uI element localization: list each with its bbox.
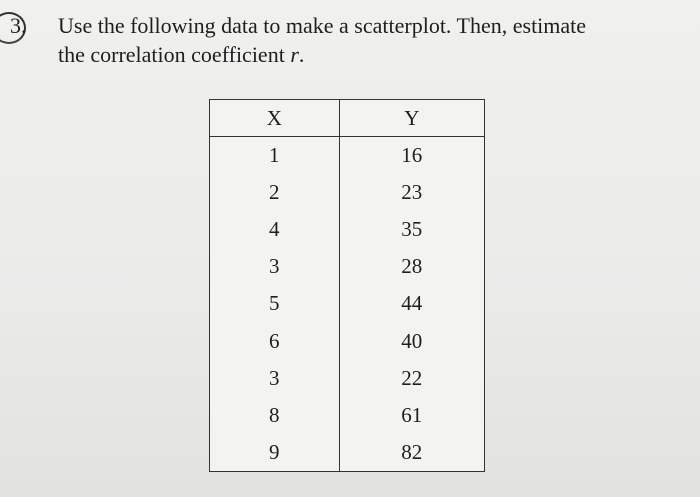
cell-x: 6 xyxy=(210,323,340,360)
table-row xyxy=(210,137,485,175)
cell-y: 40 xyxy=(339,323,484,360)
table-row xyxy=(210,323,485,360)
cell-x: 8 xyxy=(210,397,340,434)
table-header-row xyxy=(210,100,485,137)
table-row xyxy=(210,434,485,472)
cell-y: 16 xyxy=(339,137,484,175)
prompt-text-2: the correlation coefficient xyxy=(58,42,291,67)
cell-y: 23 xyxy=(339,174,484,211)
table-row xyxy=(210,360,485,397)
table-row xyxy=(210,248,485,285)
cell-x: 4 xyxy=(210,211,340,248)
header-y: Y xyxy=(339,100,484,137)
cell-x: 1 xyxy=(210,137,340,175)
cell-x: 9 xyxy=(210,434,340,472)
table-row xyxy=(210,211,485,248)
table-row xyxy=(210,174,485,211)
cell-x: 3 xyxy=(210,248,340,285)
prompt-line-1 xyxy=(58,12,586,40)
variable-r: r xyxy=(290,42,299,67)
cell-x: 3 xyxy=(210,360,340,397)
data-table xyxy=(209,99,485,472)
cell-y: 82 xyxy=(339,434,484,472)
table-row xyxy=(210,285,485,322)
cell-y: 22 xyxy=(339,360,484,397)
cell-y: 61 xyxy=(339,397,484,434)
prompt-line-2 xyxy=(58,41,304,69)
prompt-period: . xyxy=(298,42,305,67)
table-row xyxy=(210,397,485,434)
problem-number xyxy=(2,12,32,40)
header-x: X xyxy=(210,100,340,137)
cell-y: 28 xyxy=(339,248,484,285)
cell-y: 35 xyxy=(339,211,484,248)
cell-x: 2 xyxy=(210,174,340,211)
cell-x: 5 xyxy=(210,285,340,322)
prompt-text-1: Use the following data to make a scatterplot. Then, estimate xyxy=(58,13,587,38)
cell-y: 44 xyxy=(339,285,484,322)
problem-number-text: 3. xyxy=(10,13,27,38)
